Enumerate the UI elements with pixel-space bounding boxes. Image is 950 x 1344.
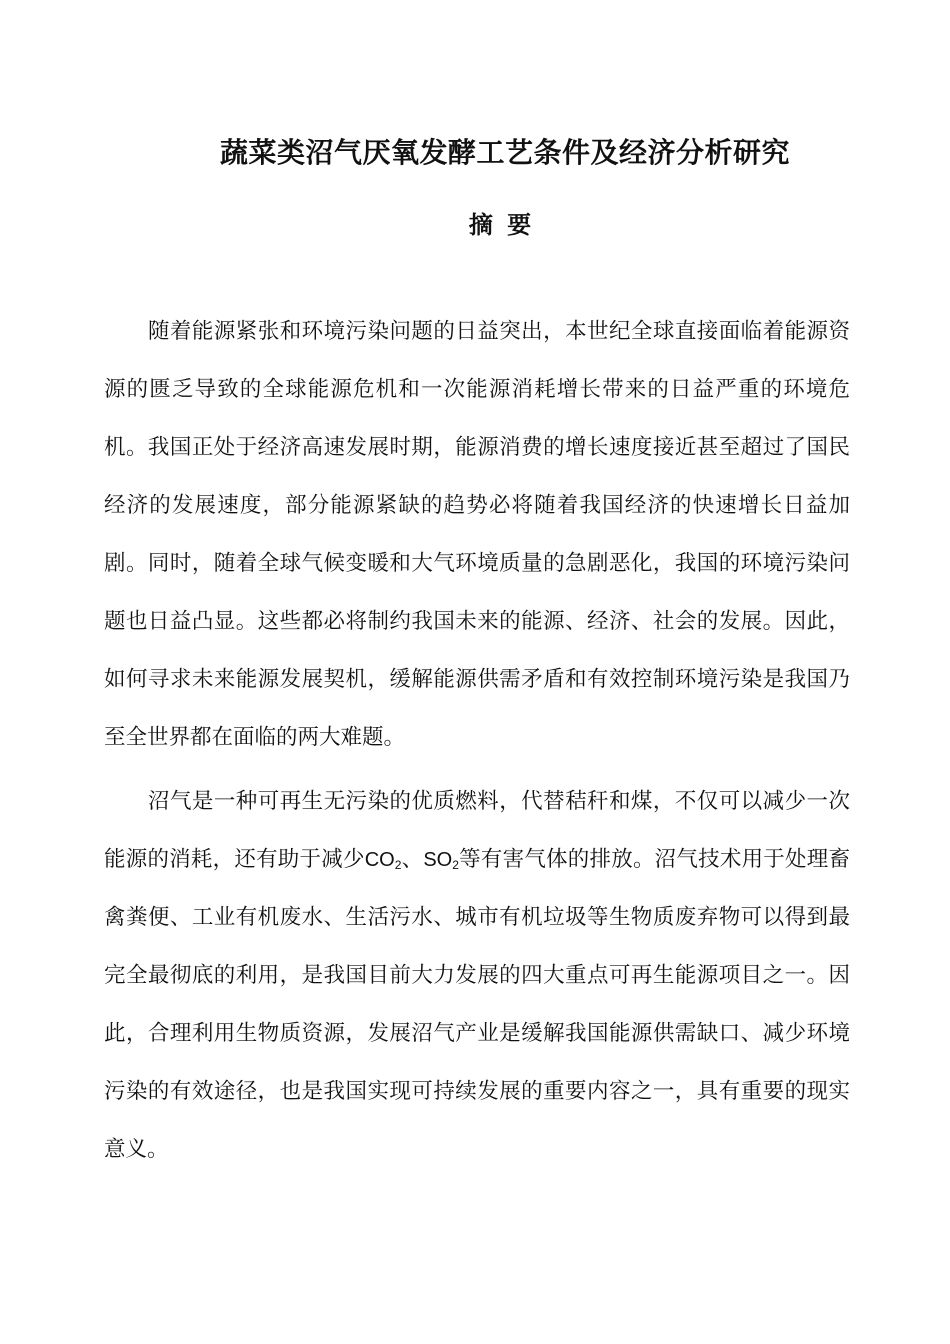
formula-separator: 、 [401,847,424,872]
so2-subscript: 2 [452,858,459,872]
co2-base: CO [364,849,395,871]
co2-formula [365,849,402,871]
abstract-paragraph-1: 随着能源紧张和环境污染问题的日益突出，本世纪全球直接面临着能源资源的匮乏导致的全球能源危机和一次能源消耗增长带来的日益严重的环境危机。我国正处于经济高速发展时期，能源消费的增长速度接近甚至超过了国民经济的发展速度，部分能源紧缺的趋势必将随着我国经济的快速增长日益加剧。同时，随着全球气候变暖和大气环境质量的急剧恶化，我国的环境污染问题也日益凸显。这些都必将制约我国未来的能源、经济、社会的发展。因此，如何寻求未来能源发展契机，缓解能源供需矛盾和有效控制环境污染是我国乃至全世界都在面临的两大难题。 [104,319,850,750]
document-title: 蔬菜类沼气厌氧发酵工艺条件及经济分析研究 [219,136,790,169]
paragraph-2-text-end: 等有害气体的排放。沼气技术用于处理畜禽粪便、工业有机废水、生活污水、城市有机垃圾等生物质废弃物可以得到最完全最彻底的利用，是我国目前大力发展的四大重点可再生能源项目之一。因此，合理利用生物质资源，发展沼气产业是缓解我国能源供需缺口、减少环境污染的有效途径，也是我国实现可持续发展的重要内容之一，具有重要的现实意义。 [104,847,850,1162]
paragraph-2-text-start: 沼气是一种可再生无污染的优质燃料，代替秸秆和煤，不仅可以减少一次能源的消耗，还有助于减少 [104,789,850,872]
so2-base: SO [423,849,453,871]
abstract-heading: 摘 要 [468,211,532,239]
co2-subscript: 2 [394,858,402,872]
abstract-paragraph-2 [104,773,850,1179]
so2-formula [423,849,459,871]
